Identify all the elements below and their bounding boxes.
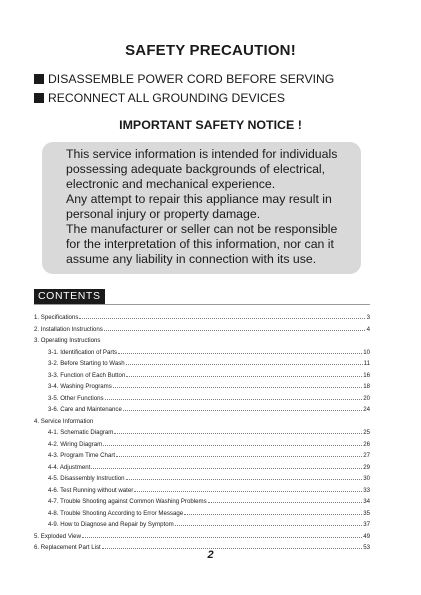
toc-entry xyxy=(34,381,370,393)
toc-entry xyxy=(34,416,370,428)
toc-entry-page: 49 xyxy=(363,532,370,540)
toc-entry-label: 4. Service Information xyxy=(34,417,94,425)
contents-divider xyxy=(34,304,370,305)
toc-entry-label: 4-9. How to Diagnose and Repair by Symptom xyxy=(48,521,174,528)
toc-leader-dots xyxy=(113,381,362,388)
toc-entry-label: 4-1. Schematic Diagram xyxy=(48,429,114,436)
page-number: 2 xyxy=(207,549,214,561)
toc-leader-dots xyxy=(82,531,362,538)
toc-entry xyxy=(34,531,370,543)
toc-entry-label: 4-8. Trouble Shooting According to Error Message xyxy=(48,509,184,517)
toc-entry-page: 10 xyxy=(363,348,370,356)
toc-entry-page: 34 xyxy=(363,498,370,505)
toc-entry-label: 4-7. Trouble Shooting against Common Washing Problems xyxy=(48,498,207,505)
toc-entry xyxy=(34,358,370,370)
toc-entry-label: 6. Replacement Part List xyxy=(34,544,101,551)
toc-leader-dots xyxy=(118,347,362,354)
toc-entry-page: 53 xyxy=(363,544,370,551)
notice-line: The manufacturer or seller can not be responsible xyxy=(66,222,338,236)
toc-entry xyxy=(34,508,370,520)
toc-entry xyxy=(34,519,370,531)
toc-entry xyxy=(34,324,370,336)
toc-entry-label: 3-6. Care and Maintenance xyxy=(48,406,122,413)
toc-entry-label: 3-4. Washing Programs xyxy=(48,383,112,390)
toc-entry-page: 24 xyxy=(363,406,370,413)
toc-entry-label: 4-3. Program Time Chart xyxy=(48,452,116,459)
toc-leader-dots xyxy=(103,439,362,446)
toc-entry-label: 3. Operating Instructions xyxy=(34,337,101,344)
toc-leader-dots xyxy=(116,450,362,457)
notice-line: assume any liability in connection with its use. xyxy=(66,252,317,266)
toc-leader-dots xyxy=(114,427,362,434)
toc-entry-page: 33 xyxy=(363,486,370,494)
toc-entry-label: 4-2. Wiring Diagram xyxy=(48,440,103,448)
toc-entry-page: 20 xyxy=(363,394,370,402)
square-bullet-icon xyxy=(34,93,44,103)
toc-leader-dots xyxy=(126,473,363,480)
toc-entry-page: 27 xyxy=(363,452,370,459)
toc-leader-dots xyxy=(126,370,362,377)
toc-entry-page: 18 xyxy=(363,383,370,390)
toc-entry-label: 5. Exploded View xyxy=(34,532,81,540)
toc-leader-dots xyxy=(91,462,362,469)
toc-entry xyxy=(34,485,370,497)
toc-entry-label: 3-3. Function of Each Button xyxy=(48,371,126,379)
toc-entry xyxy=(34,450,370,462)
warning-text: DISASSEMBLE POWER CORD BEFORE SERVING xyxy=(48,72,335,86)
safety-notice-box xyxy=(42,142,361,274)
warning-power-cord xyxy=(34,72,334,86)
warning-grounding xyxy=(34,91,285,105)
toc-entry-page: 29 xyxy=(363,463,370,471)
toc-entry-page: 26 xyxy=(363,440,370,448)
toc-entry-page: 11 xyxy=(363,360,370,367)
table-of-contents xyxy=(34,312,370,554)
notice-line: personal injury or property damage. xyxy=(66,207,261,221)
toc-entry-label: 2. Installation Instructions xyxy=(34,325,103,333)
toc-entry-page: 37 xyxy=(363,521,370,528)
toc-leader-dots xyxy=(102,542,362,549)
toc-entry xyxy=(34,393,370,405)
notice-line: for the interpretation of this information, nor can it xyxy=(66,237,334,251)
notice-line: possessing adequate backgrounds of electrical, xyxy=(66,162,326,176)
toc-entry-page: 4 xyxy=(366,325,370,333)
toc-entry xyxy=(34,496,370,508)
toc-entry xyxy=(34,347,370,359)
toc-entry-label: 4-6. Test Running without water xyxy=(48,486,134,494)
toc-entry xyxy=(34,404,370,416)
contents-heading: CONTENTS xyxy=(34,289,105,304)
toc-entry xyxy=(34,427,370,439)
toc-leader-dots xyxy=(184,508,362,515)
toc-entry-page: 35 xyxy=(363,509,370,517)
square-bullet-icon xyxy=(34,74,44,84)
toc-entry xyxy=(34,439,370,451)
toc-entry-page: 3 xyxy=(366,314,370,321)
toc-leader-dots xyxy=(105,393,363,400)
page-title: SAFETY PRECAUTION! xyxy=(125,42,296,59)
toc-entry-page: 25 xyxy=(363,429,370,436)
notice-line: This service information is intended for individuals xyxy=(66,147,338,161)
toc-entry-page: 30 xyxy=(363,475,370,482)
toc-entry-label: 3-2. Before Starting to Wash xyxy=(48,360,125,367)
toc-entry xyxy=(34,462,370,474)
toc-leader-dots xyxy=(134,485,362,492)
toc-leader-dots xyxy=(104,324,365,331)
notice-line: electronic and mechanical experience. xyxy=(66,177,276,191)
toc-entry-label: 1. Specifications xyxy=(34,314,79,321)
toc-entry xyxy=(34,370,370,382)
notice-title: IMPORTANT SAFETY NOTICE ! xyxy=(119,118,302,132)
toc-leader-dots xyxy=(126,358,363,365)
toc-entry xyxy=(34,312,370,324)
toc-leader-dots xyxy=(79,312,365,319)
toc-leader-dots xyxy=(123,404,362,411)
notice-line: Any attempt to repair this appliance may result in xyxy=(66,192,332,206)
toc-entry-label: 3-1. Identification of Parts xyxy=(48,348,118,356)
toc-leader-dots xyxy=(208,496,363,503)
toc-entry-page: 16 xyxy=(363,371,370,379)
toc-entry-label: 4-5. Disassembly Instruction xyxy=(48,475,125,482)
warning-text: RECONNECT ALL GROUNDING DEVICES xyxy=(48,91,286,105)
toc-leader-dots xyxy=(175,519,363,526)
toc-entry-label: 3-5. Other Functions xyxy=(48,394,104,402)
toc-entry xyxy=(34,335,370,347)
toc-entry xyxy=(34,473,370,485)
toc-entry-label: 4-4. Adjustment xyxy=(48,463,91,471)
